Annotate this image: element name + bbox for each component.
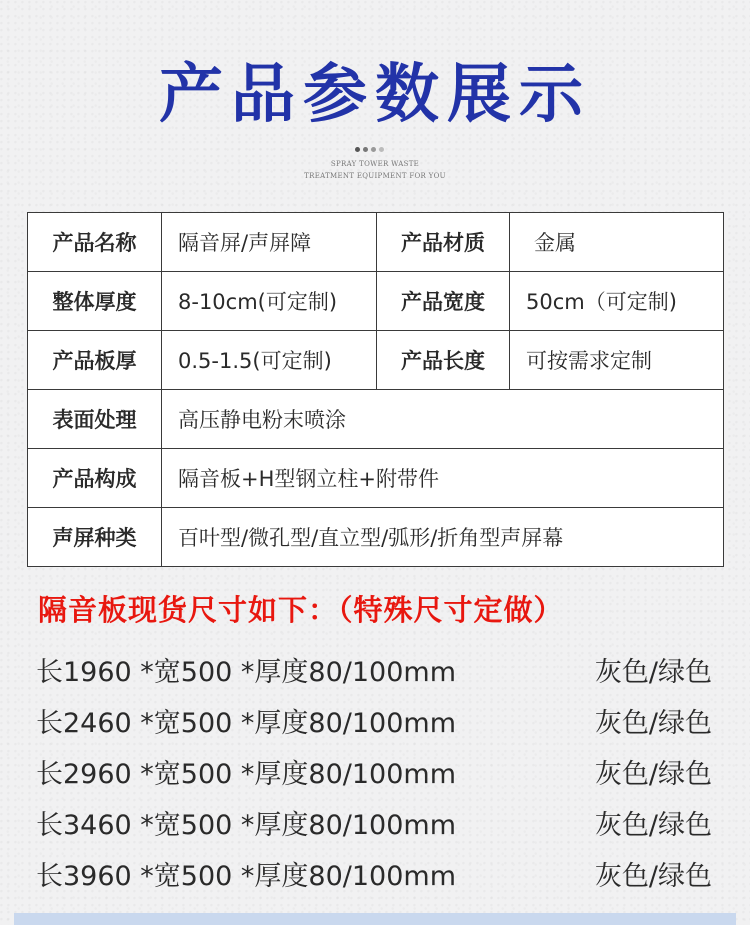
table-row <box>28 272 724 331</box>
stock-color: 灰色/绿色 <box>594 861 712 892</box>
dot-1 <box>355 147 360 152</box>
dot-2 <box>363 147 368 152</box>
stock-heading: 隔音板现货尺寸如下：（特殊尺寸定做） <box>38 593 564 627</box>
list-item <box>36 752 716 794</box>
stock-color: 灰色/绿色 <box>594 759 712 790</box>
label-thickness: 整体厚度 <box>28 272 162 331</box>
stock-color: 灰色/绿色 <box>594 708 712 739</box>
table-row <box>28 508 724 567</box>
value-width: 50cm（可定制) <box>510 272 724 331</box>
table-row <box>28 331 724 390</box>
stock-dimensions: 长2460 *宽500 *厚度80/100mm <box>36 708 457 739</box>
value-thickness: 8-10cm(可定制) <box>162 272 377 331</box>
page-title: 产品参数展示 <box>159 58 591 132</box>
bottom-accent-bar <box>14 913 736 925</box>
label-material: 产品材质 <box>377 213 510 272</box>
value-material: 金属 <box>510 213 724 272</box>
subtitle-line-1: SPRAY TOWER WASTE <box>330 160 420 168</box>
stock-color: 灰色/绿色 <box>594 657 712 688</box>
value-product-name: 隔音屏/声屏障 <box>162 213 377 272</box>
dot-3 <box>371 147 376 152</box>
label-plate-thickness: 产品板厚 <box>28 331 162 390</box>
label-types: 声屏种类 <box>28 508 162 567</box>
label-surface: 表面处理 <box>28 390 162 449</box>
label-width: 产品宽度 <box>377 272 510 331</box>
dot-4 <box>379 147 384 152</box>
stock-dimensions: 长2960 *宽500 *厚度80/100mm <box>36 759 457 790</box>
stock-dimensions: 长3960 *宽500 *厚度80/100mm <box>36 861 457 892</box>
table-row <box>28 449 724 508</box>
value-surface: 高压静电粉末喷涂 <box>162 390 724 449</box>
spec-table <box>27 212 724 567</box>
list-item <box>36 650 716 692</box>
stock-color: 灰色/绿色 <box>594 810 712 841</box>
table-row <box>28 213 724 272</box>
label-length: 产品长度 <box>377 331 510 390</box>
stock-dimensions: 长3460 *宽500 *厚度80/100mm <box>36 810 457 841</box>
stock-dimensions: 长1960 *宽500 *厚度80/100mm <box>36 657 457 688</box>
list-item <box>36 854 716 896</box>
label-product-name: 产品名称 <box>28 213 162 272</box>
list-item <box>36 701 716 743</box>
decorative-dots <box>355 147 387 155</box>
label-composition: 产品构成 <box>28 449 162 508</box>
table-row <box>28 390 724 449</box>
value-length: 可按需求定制 <box>510 331 724 390</box>
subtitle-line-2: TREATMENT EQUIPMENT FOR YOU <box>304 172 446 180</box>
value-types: 百叶型/微孔型/直立型/弧形/折角型声屏幕 <box>162 508 724 567</box>
list-item <box>36 803 716 845</box>
value-plate-thickness: 0.5-1.5(可定制) <box>162 331 377 390</box>
value-composition: 隔音板+H型钢立柱+附带件 <box>162 449 724 508</box>
